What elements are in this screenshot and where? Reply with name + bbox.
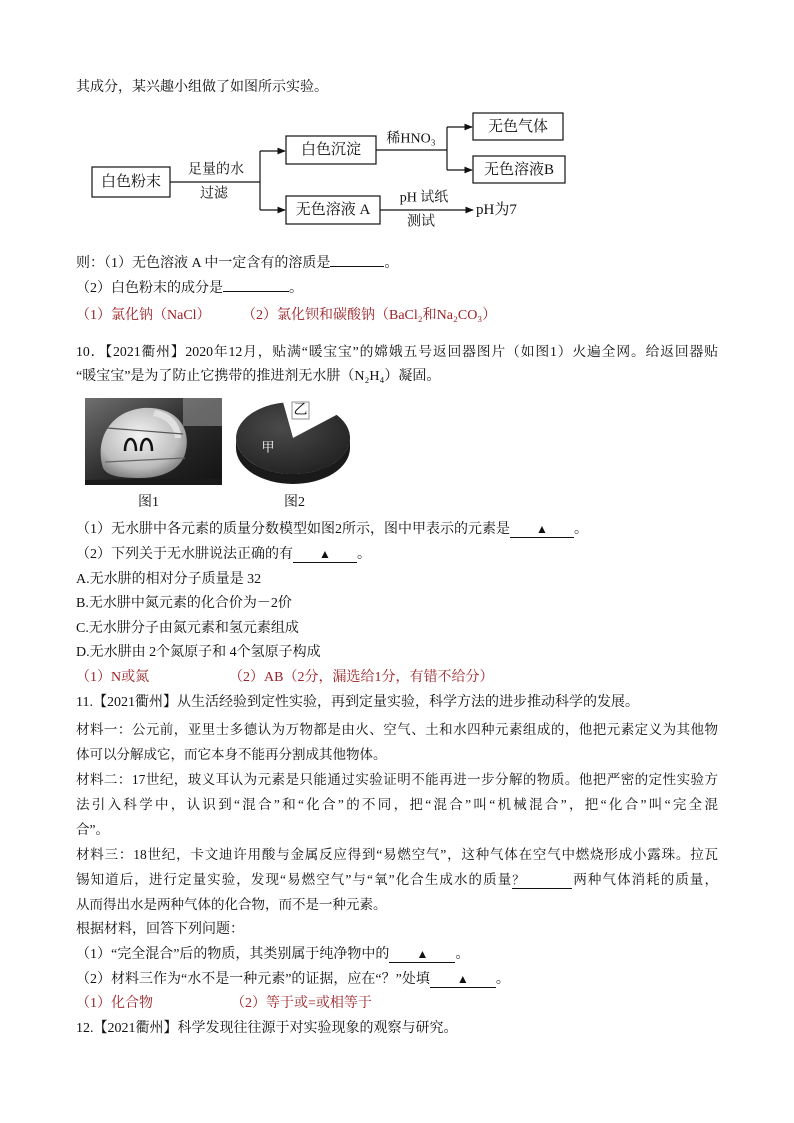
- figure2-caption: 图2: [284, 495, 305, 510]
- q11-material3-text: 锡知道后，进行定量实验，发现“易燃空气”与“氧”化合生成水的质量: [76, 872, 513, 887]
- q11-material-line: 法引入科学中，认识到“混合”和“化合”的不同，把“混合”叫“机械混合”，把“化合”叫“完全混: [76, 797, 718, 812]
- q10-option-a: A.无水肼的相对分子质量是 32: [76, 572, 262, 587]
- q9-sub2: [76, 275, 303, 295]
- q10-option-b: B.无水肼中氮元素的化合价为－2价: [76, 596, 292, 611]
- q10-answer-2: （2）AB（2分，漏选给1分，有错不给分）: [229, 670, 494, 685]
- ph-result-label: pH为7: [476, 202, 517, 218]
- white-powder-label: 白色粉末: [100, 174, 162, 190]
- answer-blank: ▲: [293, 546, 357, 563]
- q11-sub1-end: 。: [455, 947, 470, 962]
- colorless-gas-label: 无色气体: [487, 119, 549, 135]
- answer-blank: [330, 250, 384, 267]
- q11-sub2: [76, 970, 510, 990]
- answer-blank: ？: [512, 872, 572, 889]
- q11-material-line: 从而得出水是两种气体的化合物，而不是一种元素。: [76, 897, 387, 912]
- q11-material3-end: 两种气体消耗的质量，: [572, 872, 718, 887]
- q12-stem: 12.【2021衢州】科学发现往往源于对实验现象的观察与研究。: [76, 1021, 458, 1036]
- answer-blank: ▲: [510, 521, 574, 538]
- q11-prompt: 根据材料，回答下列问题：: [76, 922, 244, 937]
- answer-blank: ▲: [430, 971, 496, 988]
- solution-b-label: 无色溶液B: [483, 162, 555, 178]
- q10-sub2-end: 。: [357, 547, 371, 562]
- q9-sub1: [76, 250, 398, 270]
- q9-sub1-text: 则：（1）无色溶液 A 中一定含有的溶质是: [76, 256, 331, 271]
- q11-answer-2: （2）等于或=或相等于: [231, 996, 372, 1011]
- q11-sub2-text: （2）材料三作为“水不是一种元素”的证据，应在“？”处填: [76, 972, 430, 987]
- answer-blank: [223, 275, 289, 292]
- q9-sub1-end: 。: [384, 256, 399, 271]
- pie-label-yi: 乙: [293, 403, 308, 418]
- filter-label: 过滤: [200, 186, 228, 202]
- q11-material-line: 体可以分解成它，而它本身不能再分割成其他物体。: [76, 747, 387, 762]
- intro-text: 其成分，某兴趣小组做了如图所示实验。: [76, 80, 328, 95]
- pie-label-jia: 甲: [261, 439, 275, 455]
- q10-stem-line-1: 10．【2021衢州】2020年12月，贴满“暖宝宝”的嫦娥五号返回器图片（如图1）火遍全网。给返回器贴: [76, 344, 718, 359]
- q10-option-d: D.无水肼由 2个氮原子和 4个氢原子构成: [76, 645, 321, 660]
- q11-material-line: 合”。: [76, 822, 109, 837]
- answer-blank: ▲: [389, 946, 455, 963]
- white-precipitate-label: 白色沉淀: [300, 142, 362, 158]
- q9-sub2-end: 。: [289, 281, 303, 296]
- q11-material-line: 材料一：公元前，亚里士多德认为万物都是由火、空气、土和水四种元素组成的，他把元素定义为其他物: [76, 722, 718, 737]
- q11-sub2-end: 。: [495, 972, 510, 987]
- solution-a-label: 无色溶液 A: [295, 202, 371, 218]
- q10-sub1-end: 。: [574, 522, 588, 537]
- test-label: 测试: [407, 214, 435, 230]
- acid-label: 稀HNO₃: [386, 131, 436, 147]
- q10-option-c: C.无水肼分子由氮元素和氢元素组成: [76, 621, 299, 636]
- q11-stem: 11.【2021衢州】从生活经验到定性实验，再到定量实验，科学方法的进步推动科学的发展。: [76, 695, 639, 710]
- q11-material-line: 材料二：17世纪，玻义耳认为元素是只能通过实验证明不能再进一步分解的物质。他把严密的定性实验方: [76, 772, 718, 787]
- q9-sub2-text: （2）白色粉末的成分是: [76, 281, 223, 296]
- q10-sub1-text: （1）无水肼中各元素的质量分数模型如图2所示，图中甲表示的元素是: [76, 522, 510, 537]
- water-label: 足量的水: [188, 162, 244, 178]
- figure1-caption: 图1: [138, 495, 159, 510]
- q9-answer-2: （2）氯化钡和碳酸钠（BaCl₂和Na₂CO₃）: [242, 308, 497, 323]
- q10-answer-1: （1）N或氮: [76, 670, 150, 685]
- q10-sub2-text: （2）下列关于无水肼说法正确的有: [76, 547, 293, 562]
- q11-sub1: [76, 945, 469, 965]
- q10-stem-line-2: “暖宝宝”是为了防止它携带的推进剂无水肼（N₂H₄）凝固。: [76, 369, 441, 384]
- ph-paper-label: pH 试纸: [399, 190, 449, 206]
- q10-sub2: [76, 545, 371, 565]
- q9-answer-1: （1）氯化钠（NaCl）: [76, 308, 211, 323]
- figure1-photo: [85, 398, 222, 485]
- q11-material-line: 材料三：18世纪，卡文迪许用酸与金属反应得到“易燃空气”，这种气体在空气中燃烧形成小露珠。拉瓦: [76, 847, 718, 862]
- q11-answer-1: （1）化合物: [76, 996, 153, 1011]
- q11-sub1-text: （1）“完全混合”后的物质，其类别属于纯净物中的: [76, 947, 390, 962]
- experiment-flowchart: [0, 100, 600, 240]
- figure2-pie-chart: [233, 398, 353, 485]
- q10-sub1: [76, 520, 588, 540]
- q11-material-line: [76, 870, 718, 890]
